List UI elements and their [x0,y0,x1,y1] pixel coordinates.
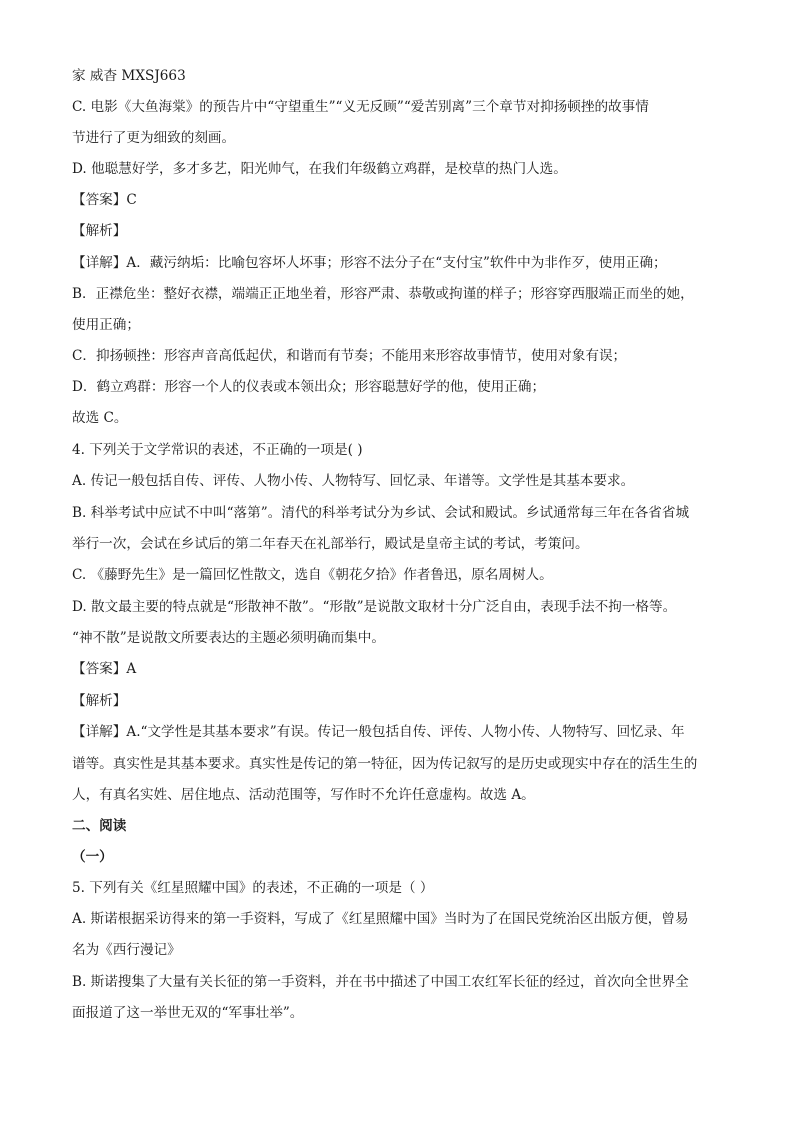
analysis-label: 【解析】 [72,223,127,239]
option-d-line: D. 他聪慧好学，多才多艺，阳光帅气，在我们年级鹤立鸡群，是校草的热门人选。 [72,161,567,177]
detail-line: 人，有真名实姓、居住地点、活动范围等，写作时不允许任意虚构。故选 A。 [72,787,535,803]
question-4-stem: 4. 下列关于文学常识的表述，不正确的一项是( ) [72,442,363,458]
option-c-line: C. 电影《大鱼海棠》的预告片中“守望重生”“义无反顾”“爱苦别离”三个章节对抑扬顿挫的故事情 [72,99,649,115]
text-line: 节进行了更为细致的刻画。 [72,130,236,146]
analysis-label: 【解析】 [72,693,127,709]
text-line: 名为《西行漫记》 [72,942,181,958]
conclusion-line: 故选 C。 [72,410,128,426]
subsection-heading: （一） [72,849,113,865]
option-b-line: B. 斯诺搜集了大量有关长征的第一手资料，并在书中描述了中国工农红军长征的经过，首次向全世界全 [72,974,689,990]
detail-line: 【详解】A．藏污纳垢：比喻包容坏人坏事；形容不法分子在“支付宝”软件中为非作歹，使用正确； [72,255,667,271]
text-line: 面报道了这一举世无双的“军事壮举”。 [72,1005,304,1021]
section-heading: 二、阅读 [72,818,127,834]
detail-line: D．鹤立鸡群：形容一个人的仪表或本领出众；形容聪慧好学的他，使用正确； [72,379,546,395]
text-line: “神不散”是说散文所要表达的主题必须明确而集中。 [72,630,385,646]
option-c-line: C. 《藤野先生》是一篇回忆性散文，选自《朝花夕拾》作者鲁迅，原名周树人。 [72,567,553,583]
option-a-line: A. 斯诺根据采访得来的第一手资料，写成了《红星照耀中国》当时为了在国民党统治区出版方便，曾易 [72,911,689,927]
detail-line: 使用正确； [72,317,140,333]
detail-line: 【详解】A.“文学性是其基本要求”有误。传记一般包括自传、评传、人物小传、人物特写、回忆录、年 [72,724,685,740]
text-line: 举行一次，会试在乡试后的第二年春天在礼部举行，殿试是皇帝主试的考试，考策问。 [72,536,589,552]
option-b-line: B. 科举考试中应试不中叫“落第”。清代的科举考试分为乡试、会试和殿试。乡试通常每三年在各省省城 [72,505,690,521]
answer-label: 【答案】A [72,661,137,677]
detail-line: C．抑扬顿挫：形容声音高低起伏，和谐而有节奏；不能用来形容故事情节，使用对象有误； [72,348,627,364]
option-a-line: A. 传记一般包括自传、评传、人物小传、人物特写、回忆录、年谱等。文学性是其基本要求。 [72,473,635,489]
question-5-stem: 5. 下列有关《红星照耀中国》的表述，不正确的一项是（ ） [72,880,434,896]
text-line: 家 威杳 MXSJ663 [72,68,186,84]
answer-label: 【答案】C [72,192,137,208]
option-d-line: D. 散文最主要的特点就是“形散神不散”。“形散”是说散文取材十分广泛自由，表现手法不拘一格等。 [72,599,677,615]
detail-line: 谱等。真实性是其基本要求。真实性是传记的第一特征，因为传记叙写的是历史或现实中存在的活生生的 [72,756,698,772]
detail-line: B．正襟危坐：整好衣襟，端端正正地坐着，形容严肃、恭敬或拘谨的样子；形容穿西服端正而坐的她， [72,286,694,302]
